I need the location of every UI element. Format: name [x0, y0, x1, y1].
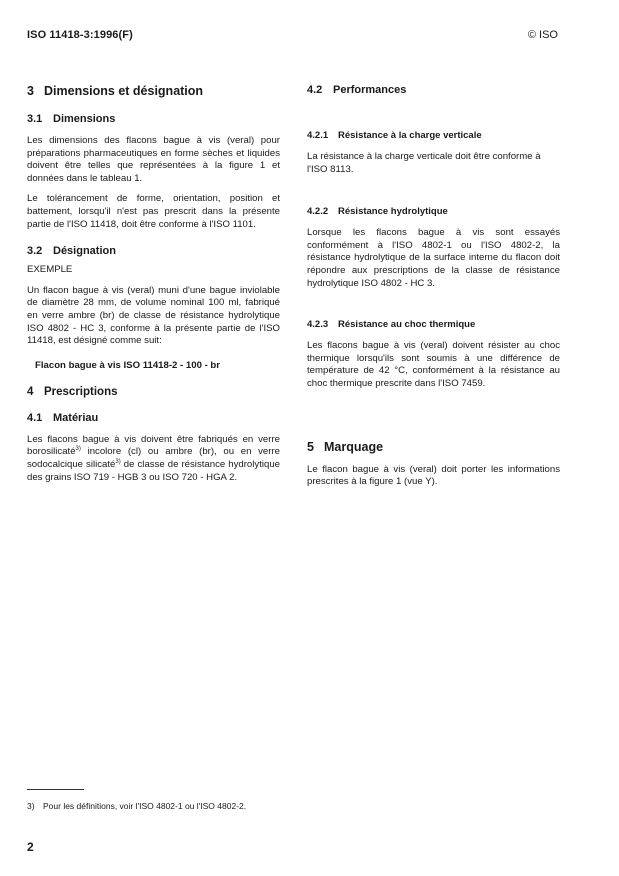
section-number: 4 [27, 385, 34, 398]
section-number: 5 [307, 439, 314, 454]
material-text-b: incolore (cl) ou ambre (br), ou en verre sodocalcique silicaté [27, 446, 280, 470]
footnote-ref: 3) [115, 458, 121, 465]
header-standard-id: ISO 11418-3:1996(F) [27, 29, 133, 41]
hydrolytic-paragraph: Lorsque les flacons bague à vis sont essayés conformément à l'ISO 4802-1 ou l'ISO 4802-2, la résistance hydrolytique de la surface interne du flacon doit répondre aux prescriptions de la classe de résistance hydrolytique ISO 4802 - HC 3. [307, 227, 560, 289]
section-4-1-heading [27, 412, 280, 424]
section-number: 3 [27, 84, 34, 98]
marking-paragraph: Le flacon bague à vis (veral) doit porter les informations prescrites à la figure 1 (vue Y). [307, 463, 560, 488]
section-4-heading [27, 386, 280, 398]
section-title: Prescriptions [44, 385, 118, 398]
designation-example: Flacon bague à vis ISO 11418-2 - 100 - br [35, 359, 221, 371]
section-number: 4.2.3 [307, 319, 329, 331]
section-number: 4.1 [27, 411, 43, 424]
example-label: EXEMPLE [27, 264, 73, 276]
section-title: Résistance à la charge verticale [338, 130, 482, 141]
section-title: Performances [333, 84, 407, 96]
section-title: Matériau [53, 411, 99, 424]
footnote-divider [27, 789, 84, 790]
thermal-shock-paragraph: Les flacons bague à vis (veral) doivent résister au choc thermique lorsqu'ils sont soumis à une différence de température de 42 °C, conformément à la résistance au choc thermique prescrite dans l'ISO 7459. [307, 340, 560, 389]
section-title: Dimensions et désignation [44, 84, 204, 98]
footnote-ref: 3) [75, 446, 81, 453]
dimensions-paragraph-2: Le tolérancement de forme, orientation, position et battement, lorsqu'il n'est pas prescrit dans la présente partie de l'ISO 11418, doit être conforme à l'ISO 1101. [27, 193, 280, 230]
section-3-1-heading [27, 113, 280, 125]
header-copyright: © ISO [527, 29, 558, 41]
section-4-2-heading [307, 84, 560, 96]
material-text-a: Les flacons bague à vis doivent être fabriqués en verre borosilicaté [27, 433, 280, 458]
section-number: 4.2 [307, 84, 323, 96]
right-column [307, 84, 560, 489]
material-text-c: de classe de résistance hydrolytique des grains ISO 719 - HGB 3 ou ISO 720 - HGA 2. [27, 458, 280, 483]
section-3-heading [27, 84, 280, 98]
designation-paragraph: Un flacon bague à vis (veral) muni d'une bague inviolable de diamètre 28 mm, de volume nominal 100 ml, fabriqué en verre ambre (br) de classe de résistance hydrolytique ISO 4802 - HC 3, conforme à la présente partie de l'ISO 11418, est désigné comme suit: [27, 284, 280, 347]
footnote [27, 801, 246, 811]
footnote-number: 3) [27, 801, 35, 811]
section-title: Marquage [324, 439, 384, 454]
section-4-2-1-heading [307, 130, 560, 141]
material-paragraph [27, 434, 280, 484]
section-3-2-heading [27, 245, 280, 257]
section-4-2-3-heading [307, 319, 560, 330]
section-5-heading [307, 440, 560, 454]
section-number: 3.1 [27, 113, 43, 125]
dimensions-paragraph-1: Les dimensions des flacons bague à vis (veral) pour préparations pharmaceutiques en forme sèches et liquides doivent être telles que représentées à la figure 1 et données dans le tableau 1. [27, 135, 280, 184]
section-number: 4.2.2 [307, 206, 329, 218]
left-column [27, 84, 280, 484]
section-number: 4.2.1 [307, 130, 329, 141]
page-number: 2 [27, 840, 34, 854]
section-title: Résistance au choc thermique [338, 319, 476, 331]
section-title: Désignation [53, 245, 116, 258]
section-number: 3.2 [27, 245, 43, 258]
section-title: Résistance hydrolytique [338, 206, 448, 218]
section-title: Dimensions [53, 113, 116, 125]
section-4-2-2-heading [307, 206, 560, 217]
vertical-load-paragraph: La résistance à la charge verticale doit être conforme à l'ISO 8113. [307, 151, 541, 175]
footnote-text: Pour les définitions, voir l'ISO 4802-1 ou l'ISO 4802-2. [43, 801, 247, 811]
